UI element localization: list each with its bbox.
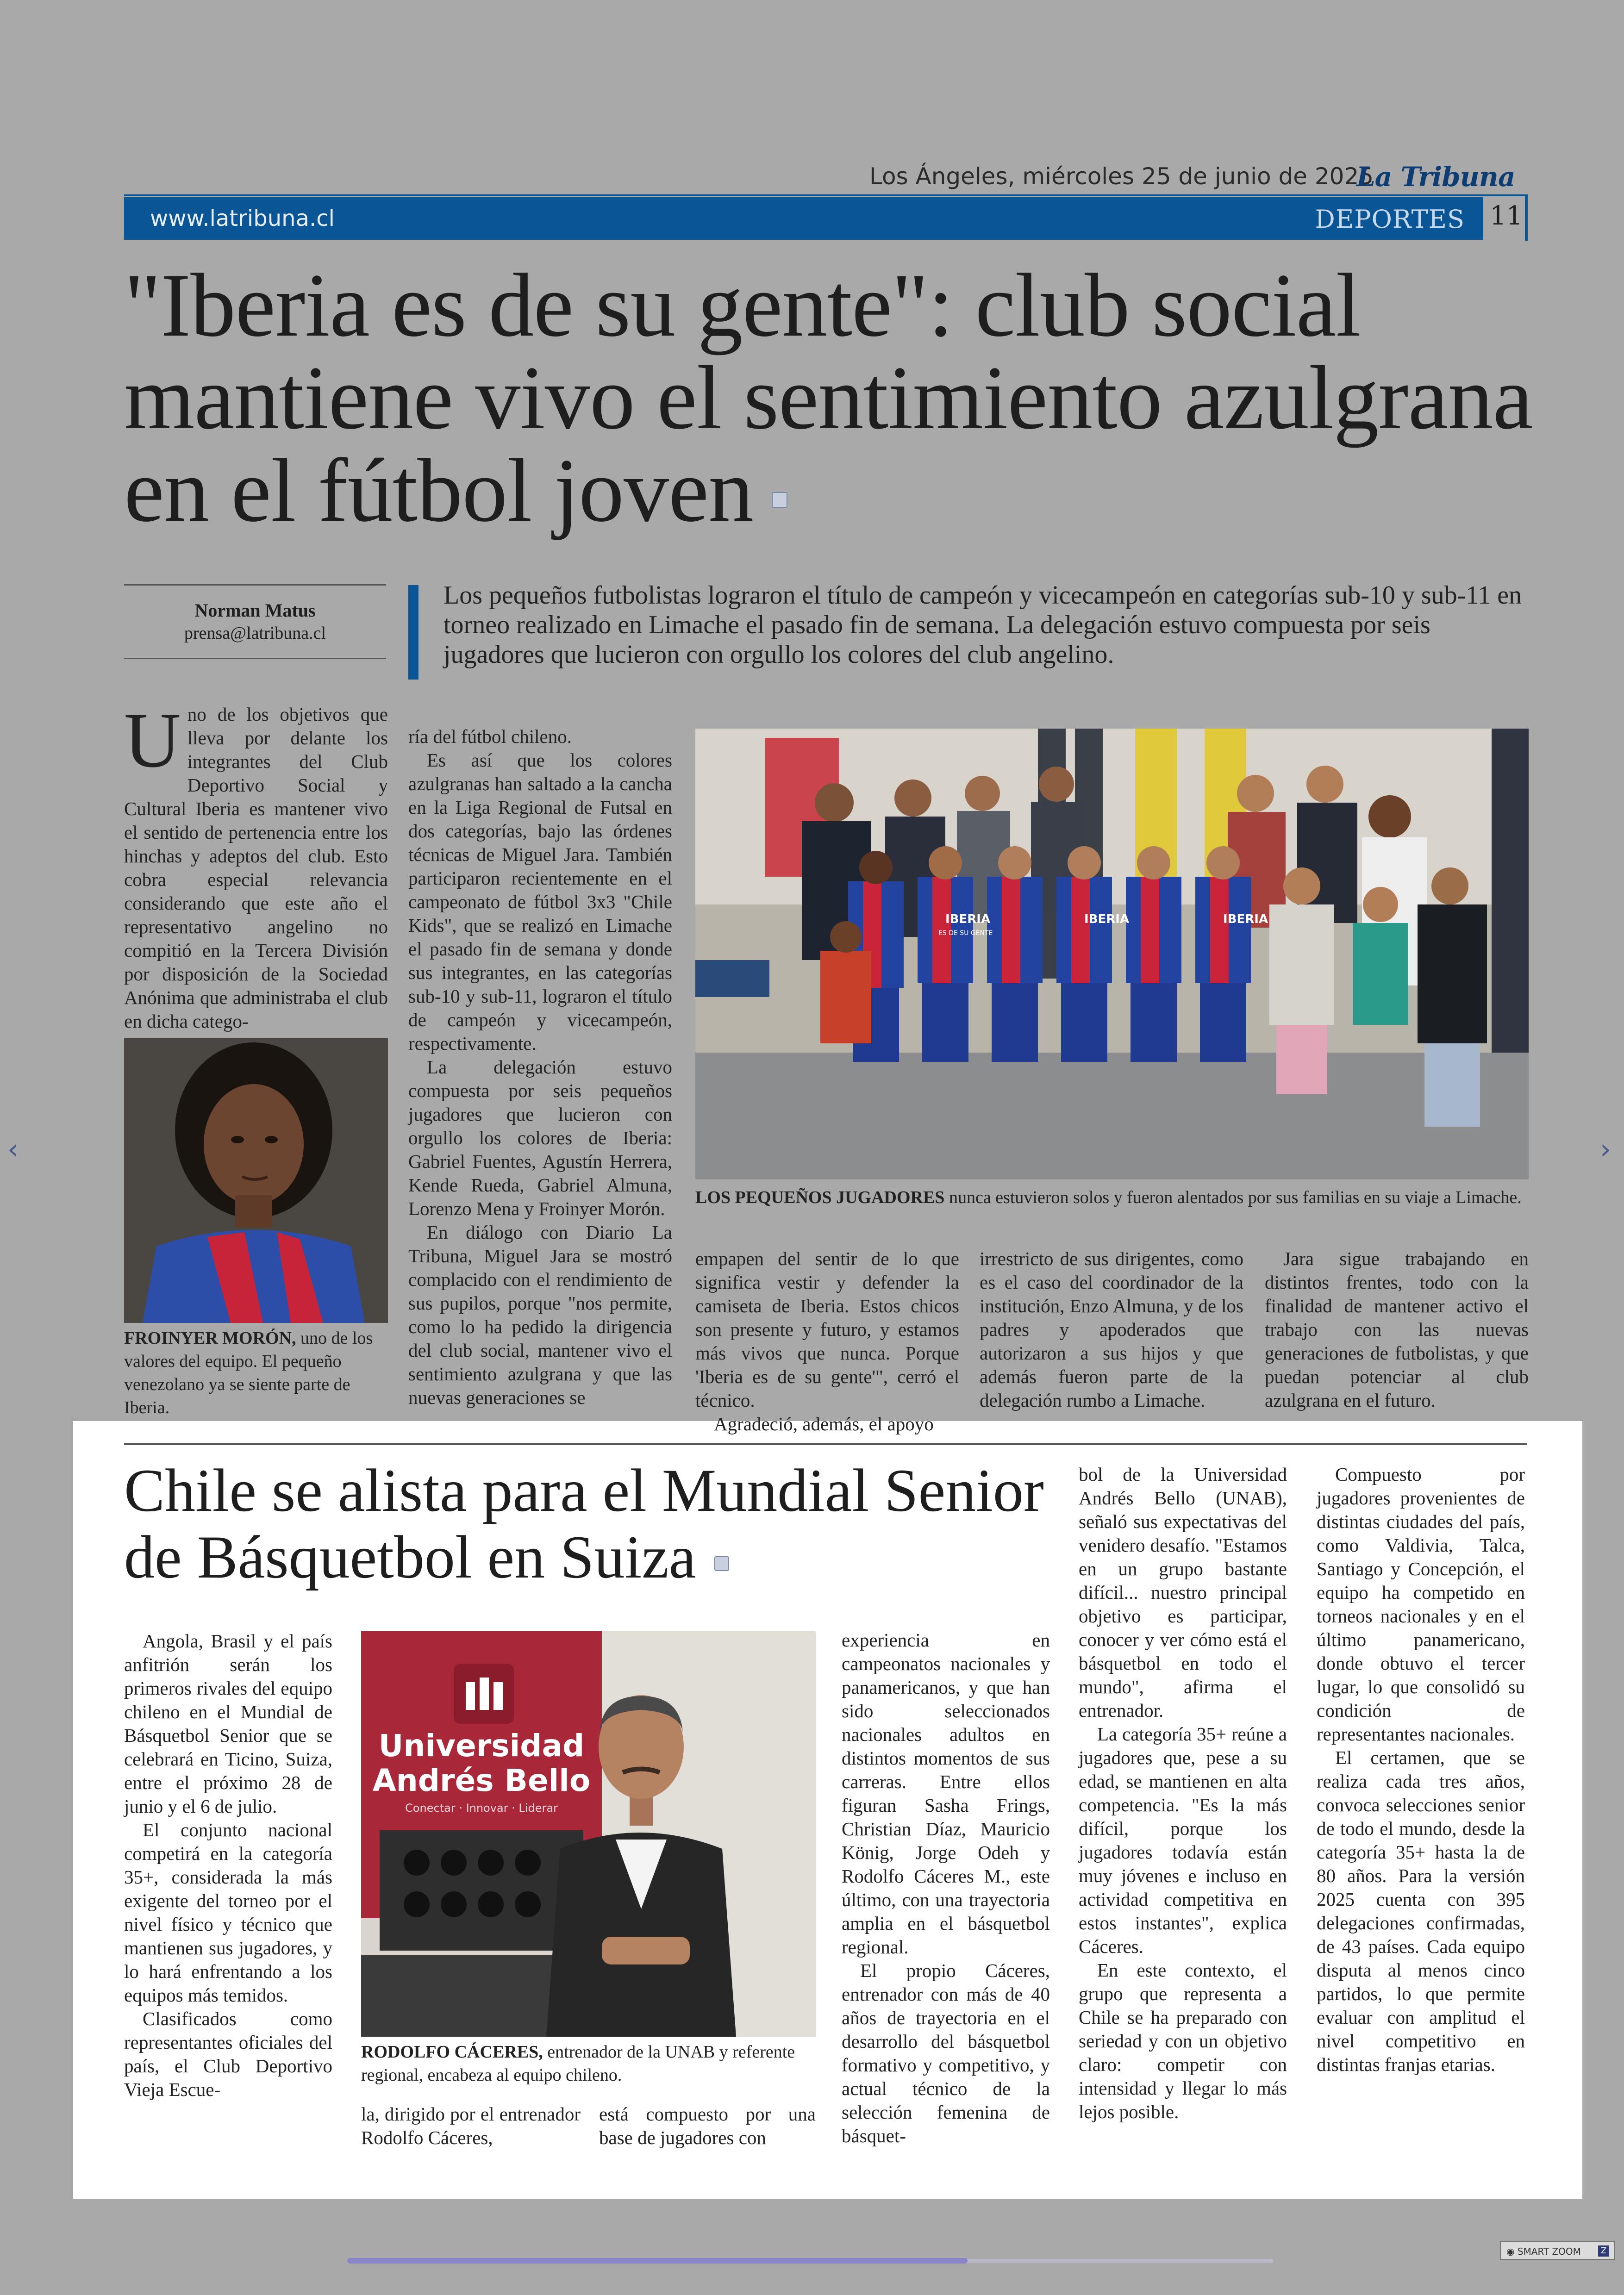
caption-name: LOS PEQUEÑOS JUGADORES (695, 1188, 945, 1207)
dateline: Los Ángeles, miércoles 25 de junio de 2025 (869, 163, 1374, 190)
photo-rodolfo-caceres (361, 1631, 816, 2037)
eye-icon: ◉ (1506, 2246, 1518, 2257)
banner-line-2: Andrés Bello (372, 1763, 591, 1798)
lead-accent-bar (408, 585, 418, 680)
paragraph: En diálogo con Diario La Tribuna, Miguel Jara se mostró complacido con el rendimiento de sus pupilos, porque "nos permite, como lo ha pedido la dirigencia del club social, mantener vivo el sentimiento azulgrana y que las nuevas generaciones se (408, 1222, 672, 1408)
next-page-arrow-icon[interactable]: › (1600, 1133, 1611, 1166)
banner-line-1: Universidad (378, 1728, 585, 1764)
article-column-1 (124, 697, 388, 1033)
jersey-text: IBERIA (945, 912, 991, 926)
article2-column-2 (361, 2102, 581, 2150)
paragraph: Angola, Brasil y el país anfitrión serán los primeros rivales del equipo chileno en el Mundial de Básquetbol Senior que se celebrará en Ticino, Suiza, entre el próximo 28 de junio y el 6 de julio. (124, 1630, 332, 1817)
caption-text: uno de los valores del equipo. El pequeño venezolano ya se siente parte de Iberia. (124, 1328, 373, 1417)
paragraph: la, dirigido por el entrenador Rodolfo Cáceres, (361, 2103, 581, 2148)
page-scroll-thumb[interactable] (347, 2258, 968, 2264)
article-headline (124, 255, 1541, 541)
article2-column-3 (599, 2102, 816, 2150)
paragraph: La delegación estuvo compuesta por seis pequeños jugadores que lucieron con orgullo los colores de Iberia: Gabriel Fuentes, Agustín Herrera, Kende Rueda, Gabriel Almuna, Lorenzo Mena y Froinyer Morón. (408, 1056, 672, 1219)
paragraph: El certamen, que se realiza cada tres años, convoca selecciones senior de todo el mundo, desde la categoría 35+ hasta la de 80 años. Para la versión 2025 cuenta con 395 delegaciones confirmadas, de 43 países. Cada equipo disputa al menos cinco partidos, lo que permite evaluar con amplitud el nivel competitivo en distintas franjas etarias. (1317, 1747, 1525, 2075)
paragraph: no de los objetivos que lleva por delante los integrantes del Club Deportivo Social y Cultural Iberia es mantener vivo el sentido de pertenencia entre los hinchas y adeptos del club. Esto cobra especial relevancia considerando que este año el representativo angelino no compitió en la Tercera División por disposición de la Sociedad Anónima que administraba el club en dicha catego- (124, 704, 388, 1032)
paragraph: experiencia en campeonatos nacionales y panamericanos, y que han sido seleccionados nacionales adultos en distintos momentos de sus carreras. Entre ellos figuran Sasha Frings, Christian Díaz, Mauricio König, Jorge Odeh y Rodolfo Cáceres M., este último, con una trayectoria amplia en el básquetbol regional. (842, 1629, 1050, 1958)
caption-text: entrenador de la UNAB y referente regional, encabeza al equipo chileno. (361, 2042, 795, 2085)
banner-line-3: Conectar · Innovar · Liderar (405, 1802, 558, 1815)
newspaper-logo: La Tribuna (1356, 161, 1515, 193)
article-column-2 (408, 725, 672, 1409)
paragraph: El conjunto nacional competirá en la categoría 35+, considerada la más exigente del torneo por el nivel físico y técnico que mantienen sus jugadores, y lo hará enfrentando a los equipos más temidos. (124, 1819, 332, 2006)
smart-zoom-label: SMART ZOOM (1517, 2246, 1581, 2257)
headline-text: "Iberia es de su gente": club social mantiene vivo el sentimiento azulgrana en el fútbol joven (124, 255, 1533, 541)
paragraph: ría del fútbol chileno. (408, 726, 572, 747)
article2-column-5 (1079, 1463, 1287, 2124)
team-photo-illustration (695, 729, 1529, 1179)
photo-caption-coach (361, 2040, 816, 2087)
photo-caption-large (695, 1186, 1529, 1209)
article2-headline (124, 1457, 1073, 1590)
photo-froinyer (124, 1038, 388, 1323)
section-bar (124, 197, 1483, 240)
caption-name: RODOLFO CÁCERES, (361, 2042, 543, 2062)
caption-text: nunca estuvieron solos y fueron alentados por sus familias en su viaje a Limache. (944, 1188, 1522, 1207)
headline-text: Chile se alista para el Mundial Senior de Básquetbol en Suiza (124, 1456, 1044, 1591)
smart-zoom-button[interactable] (1500, 2241, 1615, 2260)
drop-cap: U (124, 697, 181, 784)
jersey-text: IBERIA (1223, 912, 1268, 926)
prev-page-arrow-icon[interactable]: ‹ (7, 1133, 19, 1166)
website-url: www.latribuna.cl (150, 206, 335, 231)
article-column-4 (980, 1247, 1243, 1412)
article2-column-4 (842, 1628, 1050, 2148)
paragraph: irrestricto de sus dirigentes, como es el caso del coordinador de la institución, Enzo Almuna, y de los padres y apoderados que autorizaron a sus hijos y que además fueron parte de la delegación rumbo a Limache. (980, 1248, 1243, 1411)
paragraph: está compuesto por una base de jugadores con (599, 2103, 816, 2148)
article-column-3 (695, 1247, 959, 1436)
coach-photo-illustration (361, 1631, 816, 2037)
author-name: Norman Matus (194, 600, 316, 621)
paragraph: El propio Cáceres, entrenador con más de 40 años de trayectoria en el desarrollo del básquetbol formativo y competitivo, y actual técnico de la selección femenina de básquet- (842, 1960, 1050, 2146)
article-divider (124, 1443, 1527, 1445)
photo-team-iberia (695, 729, 1529, 1179)
paragraph: Jara sigue trabajando en distintos frentes, todo con la finalidad de mantener activo el trabajo con las nuevas generaciones de futbolistas, y que puedan potenciar al club azulgrana en el futuro. (1265, 1248, 1529, 1411)
caption-name: FROINYER MORÓN, (124, 1328, 296, 1348)
jersey-text: IBERIA (1084, 912, 1130, 926)
paragraph: empapen del sentir de lo que significa vestir y defender la camiseta de Iberia. Estos chicos son presente y futuro, y estamos más vivos que nunca. Porque 'Iberia es de su gente'", cerró el técnico. (695, 1248, 959, 1411)
paragraph: bol de la Universidad Andrés Bello (UNAB), señaló sus expectativas del venidero desafío. "Estamos en un grupo bastante difícil... nuestro principal objetivo es participar, conocer y ver cómo está el básquetbol en todo el mundo", afirma el entrenador. (1079, 1464, 1287, 1721)
paragraph: Compuesto por jugadores provenientes de distintas ciudades del país, como Valdivia, Talca, Santiago y Concepción, el equipo ha competido en torneos nacionales y en el último panamericano, donde obtuvo el tercer lugar, lo que consolidó su condición de representantes nacionales. (1317, 1464, 1525, 1745)
paragraph: Agradeció, además, el apoyo (714, 1413, 934, 1434)
zoom-key-badge: Z (1598, 2245, 1609, 2257)
header-rule (124, 194, 1527, 196)
portrait-illustration (124, 1038, 388, 1323)
photo-caption-small (124, 1327, 388, 1419)
section-label: DEPORTES (1315, 205, 1465, 234)
article2-column-6 (1317, 1463, 1525, 2077)
paragraph: En este contexto, el grupo que representa a Chile se ha preparado con seriedad y con un objetivo claro: competir con intensidad y llegar lo más lejos posible. (1079, 1959, 1287, 2122)
byline (124, 584, 386, 659)
paragraph: Es así que los colores azulgranas han saltado a la cancha en la Liga Regional de Futsal en dos categorías, bajo las órdenes técnicas de Miguel Jara. También participaron recientemente en el campeonato de fútbol 3x3 "Chile Kids", que se realizó en Limache el pasado fin de semana y donde sus integrantes, en las categorías sub-10 y sub-11, lograron el título de campeón y vicecampeón, respectivamente. (408, 749, 672, 1054)
paragraph: Clasificados como representantes oficiales del país, el Club Deportivo Vieja Escue- (124, 2008, 332, 2100)
article2-column-1 (124, 1629, 332, 2102)
page-number: 11 (1490, 201, 1523, 231)
edit-icon[interactable] (772, 492, 787, 508)
edit-icon[interactable] (714, 1556, 729, 1571)
jersey-subtext: ES DE SU GENTE (938, 929, 993, 937)
paragraph: La categoría 35+ reúne a jugadores que, pese a su edad, se mantienen en alta competencia. "Es la más difícil, porque los jugadores todavía están muy jóvenes e incluso en actividad competitiva en estos instantes", explica Cáceres. (1079, 1723, 1287, 1957)
article-column-5 (1265, 1247, 1529, 1412)
author-email: prensa@latribuna.cl (184, 624, 326, 643)
article-lead: Los pequeños futbolistas lograron el título de campeón y vicecampeón en categorías sub-10 y sub-11 en torneo realizado en Limache el pasado fin de semana. La delegación estuvo compuesta por seis jugadores que lucieron con orgullo los colores del club angelino. (443, 581, 1522, 669)
